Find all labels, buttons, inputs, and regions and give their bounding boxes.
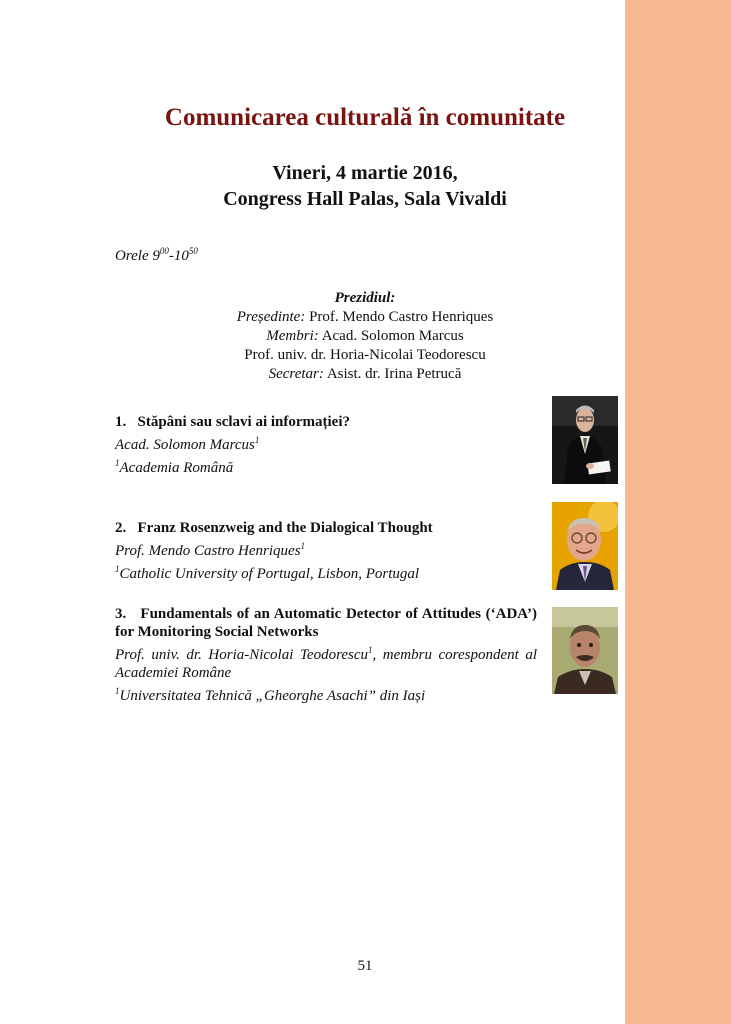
affiliation-text: Universitatea Tehnică „Gheorghe Asachi” din Iași	[119, 688, 426, 704]
affiliation-text: Catholic University of Portugal, Lisbon, Portugal	[119, 566, 420, 582]
session-date: Vineri, 4 martie 2016,	[272, 162, 458, 184]
affiliation-text: Academia Română	[119, 460, 234, 476]
item-author	[115, 431, 537, 454]
side-color-band	[625, 0, 731, 1024]
president-name: Prof. Mendo Castro Henriques	[309, 309, 494, 325]
hours-prefix: Orele 9	[115, 248, 160, 264]
hours-mid: -10	[168, 248, 189, 264]
hours-sup-end: 50	[188, 246, 198, 256]
item-affiliation	[115, 560, 537, 583]
secretary-label: Secretar:	[268, 366, 324, 382]
item-number: 2.	[115, 520, 127, 536]
item-affiliation	[115, 682, 537, 705]
speaker-photo-teodorescu	[552, 607, 618, 694]
member-2: Prof. univ. dr. Horia-Nicolai Teodorescu	[244, 347, 486, 363]
item-author	[115, 641, 537, 682]
list-item	[115, 519, 537, 583]
presidium-secretary	[200, 365, 530, 384]
presidium-members	[200, 327, 530, 346]
item-title	[115, 605, 537, 641]
affil-sup: 1	[115, 458, 120, 468]
item-title	[115, 519, 537, 537]
author-sup: 1	[254, 435, 260, 445]
list-item	[115, 413, 537, 477]
item-number: 3.	[115, 606, 127, 622]
hours-sup-start: 00	[159, 246, 169, 256]
session-venue: Congress Hall Palas, Sala Vivaldi	[223, 188, 507, 210]
list-item	[115, 605, 537, 705]
members-label: Membri:	[266, 328, 319, 344]
item-title-text: Fundamentals of an Automatic Detector of Attitudes (‘ADA’) for Monitoring Social Networks	[115, 606, 537, 640]
item-affiliation	[115, 454, 537, 477]
presidium-president	[200, 308, 530, 327]
page-number: 51	[357, 958, 373, 974]
session-info	[100, 160, 630, 212]
author-name: Prof. univ. dr. Horia-Nicolai Teodorescu	[115, 647, 368, 663]
item-title	[115, 413, 537, 431]
session-hours	[115, 246, 198, 265]
affil-sup: 1	[115, 686, 120, 696]
secretary-name: Asist. dr. Irina Petrucă	[326, 366, 462, 382]
page-title: Comunicarea culturală în comunitate	[164, 104, 566, 131]
author-name: Prof. Mendo Castro Henriques	[115, 543, 301, 559]
author-suffix: , membru corespondent al Academiei Române	[115, 647, 537, 681]
presidium-heading: Prezidiul:	[334, 290, 396, 306]
member-1: Acad. Solomon Marcus	[321, 328, 464, 344]
affil-sup: 1	[115, 564, 120, 574]
item-title-text: Franz Rosenzweig and the Dialogical Thought	[137, 520, 433, 536]
author-sup: 1	[368, 645, 373, 655]
president-label: Președinte:	[236, 309, 306, 325]
author-sup: 1	[300, 541, 306, 551]
speaker-photo-marcus	[552, 396, 618, 484]
item-number: 1.	[115, 414, 127, 430]
presidium-block	[200, 289, 530, 384]
author-name: Acad. Solomon Marcus	[115, 437, 255, 453]
speaker-photo-henriques	[552, 502, 618, 590]
item-author	[115, 537, 537, 560]
item-title-text: Stăpâni sau sclavi ai informației?	[137, 414, 351, 430]
